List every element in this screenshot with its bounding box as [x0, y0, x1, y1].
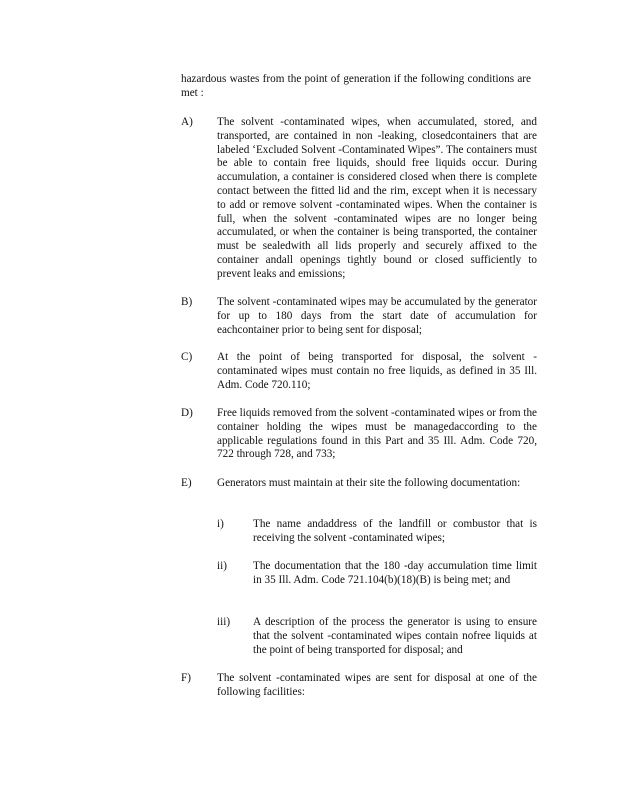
subitem-text: The documentation that the 180 -day accumulation time limit in 35 Ill. Adm. Code 721.104(b)(18)(B) is being met; and — [253, 560, 537, 586]
item-label: C) — [181, 351, 193, 363]
item-label: E) — [181, 477, 192, 489]
subitem-text: The name andaddress of the landfill or combustor that is receiving the solvent -contaminated wipes; — [253, 518, 537, 544]
subitem-label: i) — [217, 518, 224, 530]
item-text: At the point of being transported for disposal, the solvent -contaminated wipes must contain no free liquids, as defined in 35 Ill. Adm. Code 720.110; — [217, 351, 537, 391]
item-text: The solvent -contaminated wipes may be accumulated by the generator for up to 180 days from the start date of accumulation for eachcontainer prior to being sent for disposal; — [217, 296, 537, 336]
item-label: F) — [181, 672, 191, 684]
item-text: Generators must maintain at their site the following documentation: — [217, 477, 521, 489]
subitem-text: A description of the process the generator is using to ensure that the solvent -contaminated wipes contain nofree liquids at the point of being transported for disposal; and — [253, 616, 537, 656]
item-text: The solvent -contaminated wipes are sent for disposal at one of the following facilities: — [217, 672, 537, 698]
item-text: The solvent -contaminated wipes, when accumulated, stored, and transported, are contained in non -leaking, closedcontainers that are labeled ‘Excluded Solvent -Contaminated Wipes”. The containers must be able to contain free liquids, should free liquids occur. During accumulation, a container is considered closed when there is complete contact between the fitted lid and the rim, except when it is necessary to add or remove solvent -contaminated wipes. When the container is full, when the solvent -contaminated wipes are no longer being accumulated, or when the container is being transported, the container must be sealedwith all lids properly and securely affixed to the container andall openings tightly bound or closed sufficiently to prevent leaks and emissions; — [217, 116, 537, 280]
item-text: Free liquids removed from the solvent -contaminated wipes or from the container holding the wipes must be managedaccording to the applicable regulations found in this Part and 35 Ill. Adm. Code 720, 722 through 728, and 733; — [217, 407, 538, 461]
item-label: B) — [181, 296, 193, 308]
subitem-label: ii) — [217, 560, 227, 572]
item-label: D) — [181, 407, 193, 419]
subitem-label: iii) — [217, 616, 231, 628]
item-label: A) — [181, 116, 193, 128]
intro-paragraph: hazardous wastes from the point of generation if the following conditions are met : — [181, 73, 531, 99]
